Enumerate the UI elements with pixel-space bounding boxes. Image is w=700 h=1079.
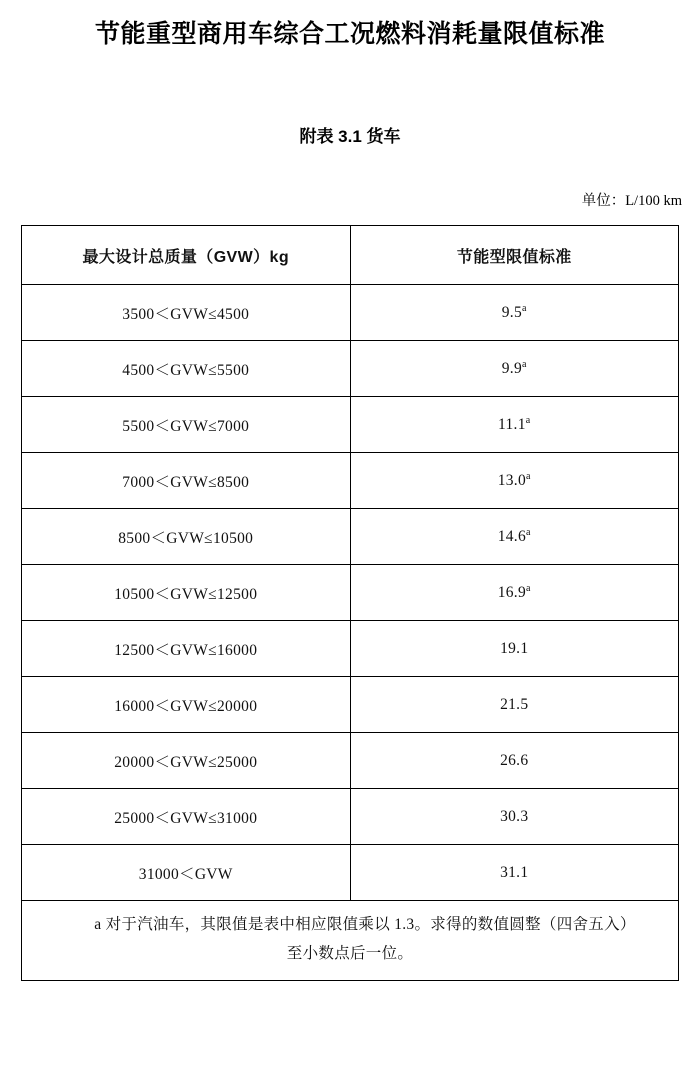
cell-limit-value: [350, 677, 679, 733]
cell-limit-value: [350, 845, 679, 901]
unit-label: 单位：L/100 km: [581, 193, 682, 209]
limit-number: 26.6: [500, 751, 529, 769]
table-footnote-row: [22, 901, 679, 981]
limit-number: 16.9: [497, 583, 527, 601]
table-body: [22, 285, 679, 981]
limit-number: 21.5: [500, 695, 529, 713]
table-caption: 附表 3.1 货车: [299, 127, 401, 146]
cell-limit-value: [350, 397, 679, 453]
cell-limit-value: [350, 453, 679, 509]
cell-limit-value: [350, 789, 679, 845]
cell-gvw-range: 20000＜GVW≤25000: [22, 733, 351, 789]
cell-gvw-range: 12500＜GVW≤16000: [22, 621, 351, 677]
footnote-marker: a: [522, 358, 527, 370]
table-footnote: [22, 901, 679, 981]
cell-gvw-range: 3500＜GVW≤4500: [22, 285, 351, 341]
table-row: [22, 677, 679, 733]
table-header-row: [22, 226, 679, 285]
cell-gvw-range: 31000＜GVW: [22, 845, 351, 901]
cell-limit-value: [350, 341, 679, 397]
limit-number: 11.1: [498, 415, 526, 433]
cell-gvw-range: 7000＜GVW≤8500: [22, 453, 351, 509]
cell-gvw-range: 8500＜GVW≤10500: [22, 509, 351, 565]
cell-limit-value: [350, 285, 679, 341]
limit-number: 19.1: [500, 639, 529, 657]
table-row: [22, 453, 679, 509]
cell-limit-value: [350, 565, 679, 621]
cell-gvw-range: 16000＜GVW≤20000: [22, 677, 351, 733]
limit-number: 14.6: [497, 527, 527, 545]
table-row: [22, 341, 679, 397]
table-row: [22, 845, 679, 901]
table-row: [22, 397, 679, 453]
limit-number: 31.1: [500, 863, 529, 881]
limit-number: 9.9: [501, 359, 523, 377]
cell-gvw-range: 10500＜GVW≤12500: [22, 565, 351, 621]
document-page: [0, 14, 700, 1079]
limit-number: 9.5: [501, 303, 523, 321]
footnote-marker: a: [525, 414, 531, 426]
table-row: [22, 733, 679, 789]
footnote-marker: a: [522, 302, 527, 314]
cell-limit-value: [350, 733, 679, 789]
page-title: 节能重型商用车综合工况燃料消耗量限值标准: [94, 20, 605, 48]
table-row: [22, 285, 679, 341]
column-header-limit: 节能型限值标准: [350, 226, 679, 285]
footnote-marker: a: [526, 470, 531, 482]
limit-number: 13.0: [497, 471, 527, 489]
table-row: [22, 509, 679, 565]
limit-number: 30.3: [500, 807, 529, 825]
footnote-line-2: 至小数点后一位。: [286, 944, 414, 962]
cell-limit-value: [350, 509, 679, 565]
table-row: [22, 565, 679, 621]
footnote-line-1: a 对于汽油车，其限值是表中相应限值乘以 1.3。求得的数值圆整（四舍五入）: [94, 916, 636, 933]
fuel-limit-table: [21, 225, 679, 981]
footnote-marker: a: [526, 582, 531, 594]
table-row: [22, 789, 679, 845]
column-header-gvw: 最大设计总质量（GVW）kg: [22, 226, 351, 285]
footnote-marker: a: [526, 526, 531, 538]
cell-gvw-range: 5500＜GVW≤7000: [22, 397, 351, 453]
cell-gvw-range: 25000＜GVW≤31000: [22, 789, 351, 845]
table-row: [22, 621, 679, 677]
cell-limit-value: [350, 621, 679, 677]
cell-gvw-range: 4500＜GVW≤5500: [22, 341, 351, 397]
